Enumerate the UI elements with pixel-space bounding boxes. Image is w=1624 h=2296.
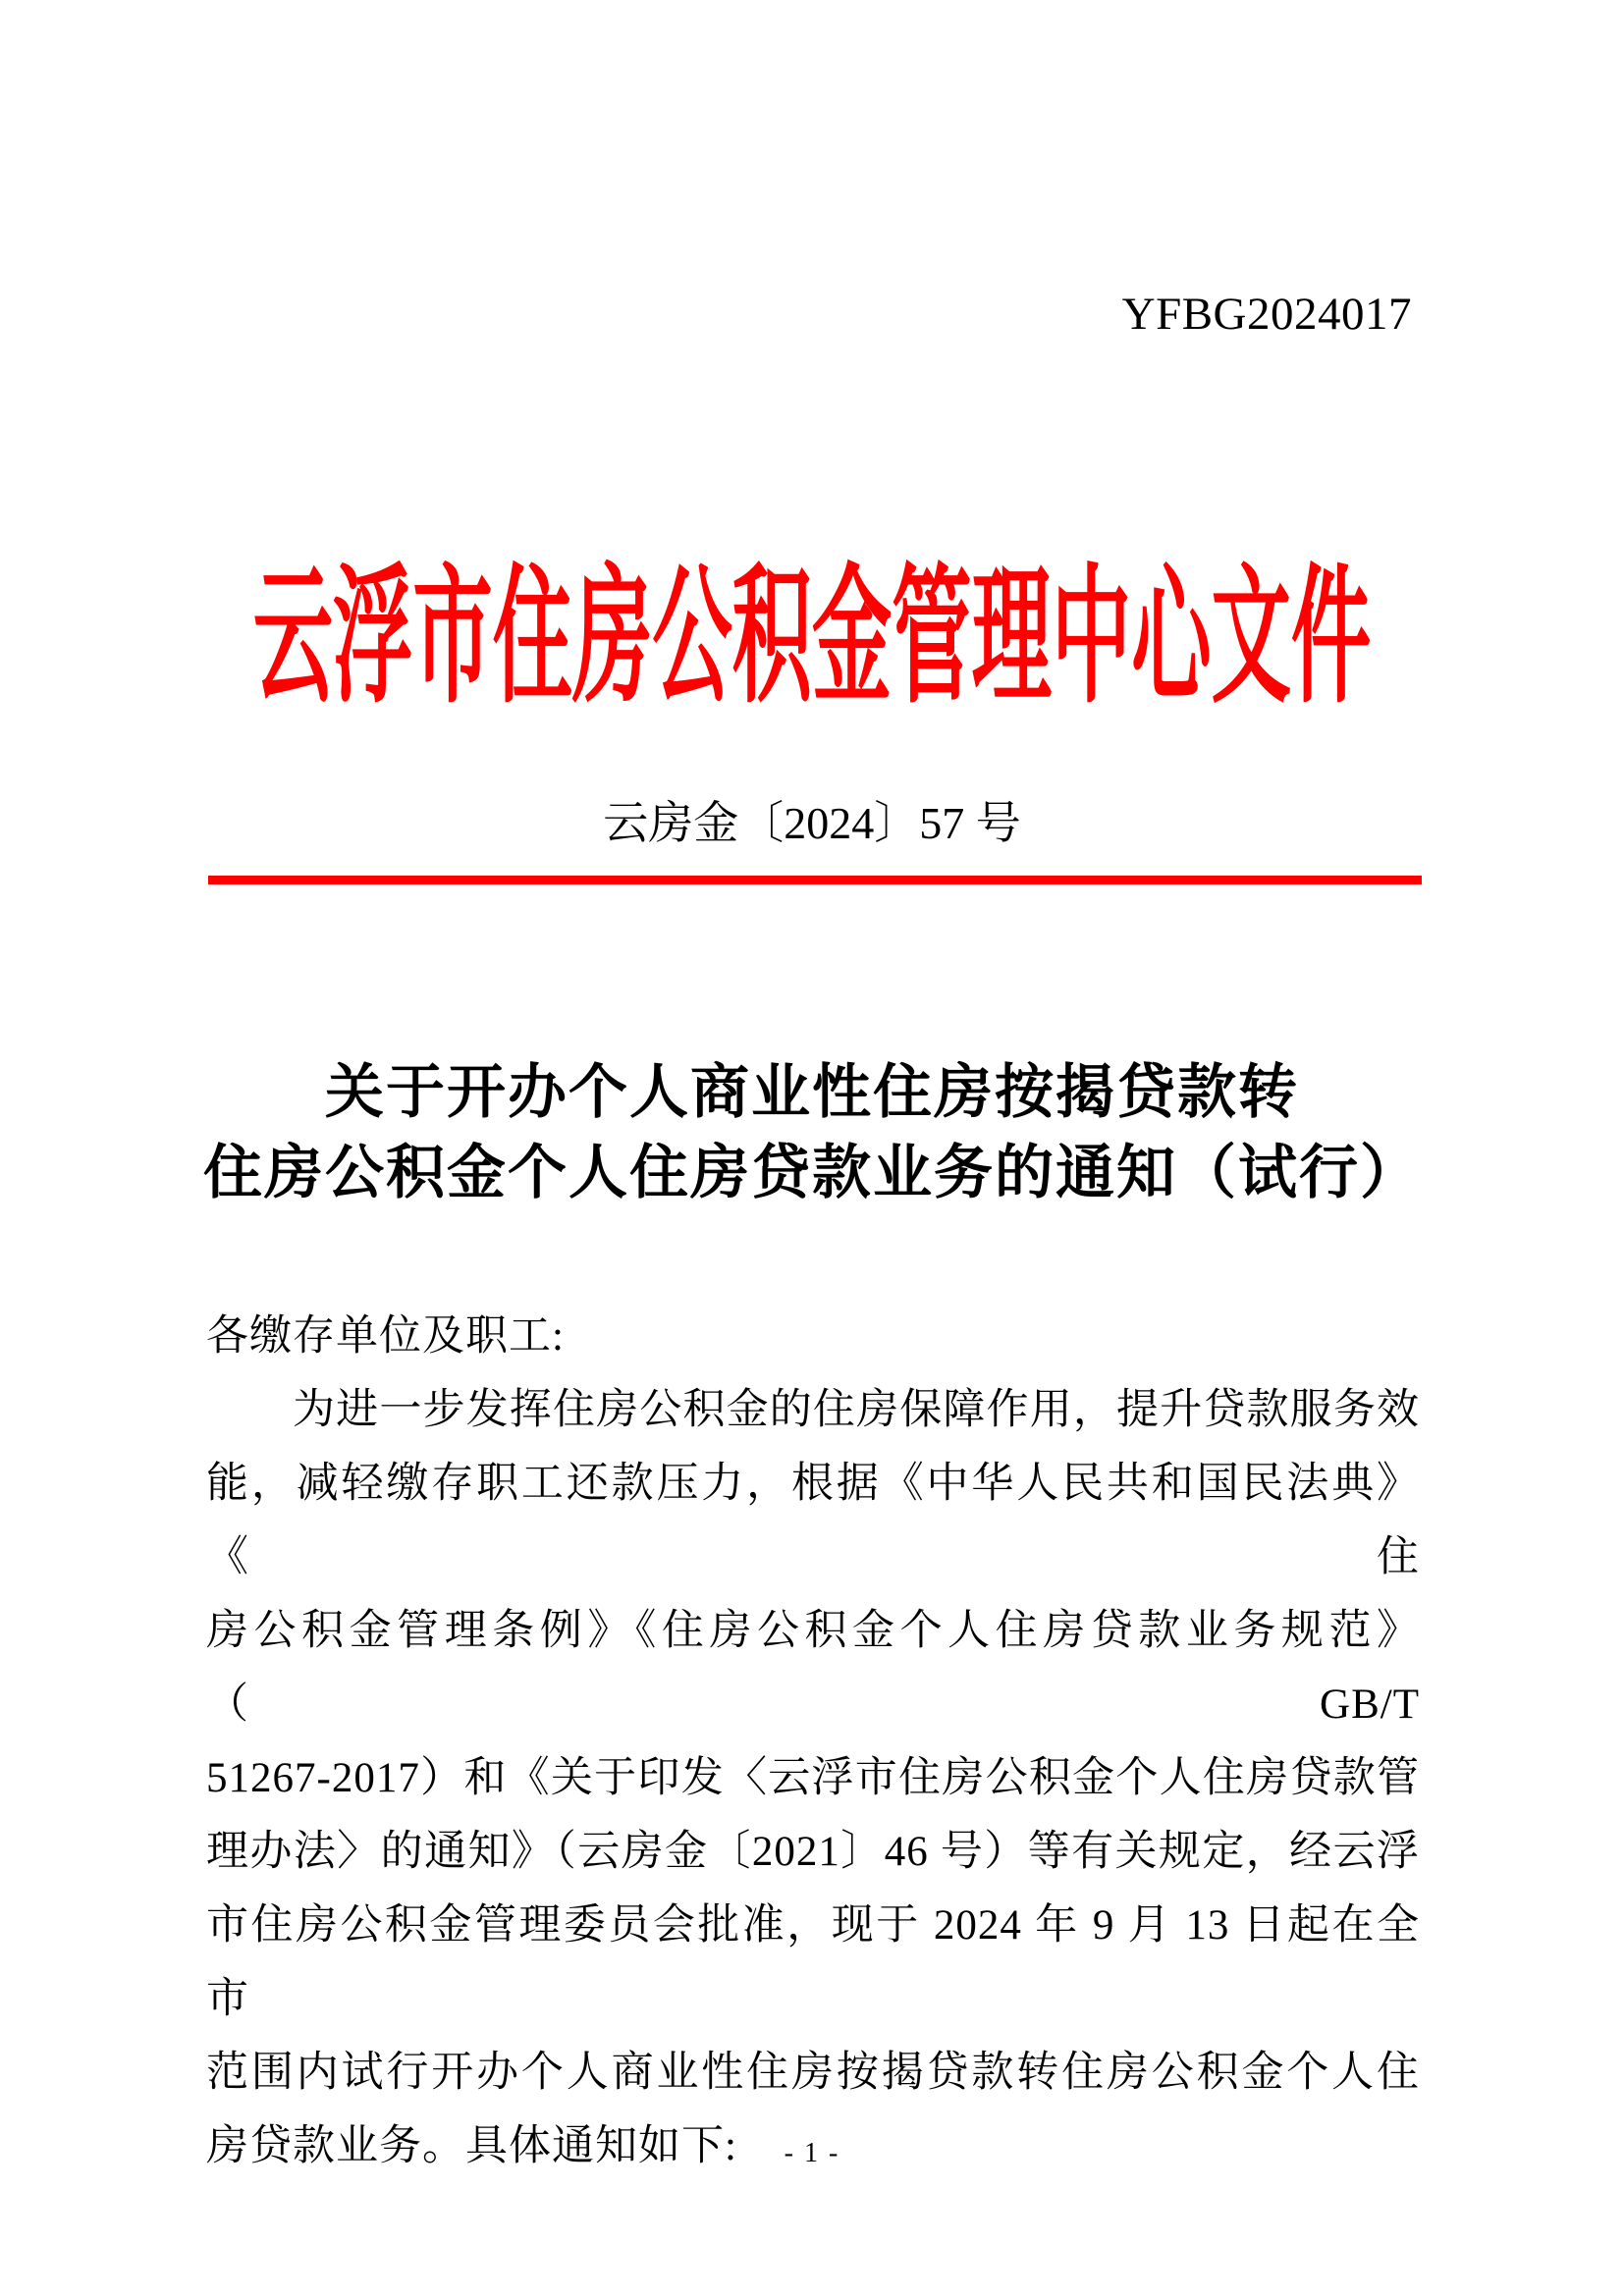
red-divider-line	[208, 876, 1422, 884]
page-number: - 1 -	[784, 2138, 840, 2168]
masthead	[0, 556, 1624, 721]
body-line: 范围内试行开办个人商业性住房按揭贷款转住房公积金个人住	[206, 2050, 1420, 2096]
salutation: 各缴存单位及职工:	[206, 1313, 565, 1360]
notice-title-line1: 关于开办个人商业性住房按揭贷款转	[325, 1060, 1299, 1125]
body-line: 理办法〉的通知》（云房金〔2021〕46 号）等有关规定，经云浮	[206, 1829, 1420, 1875]
notice-title	[0, 1052, 1624, 1213]
body-line: 房公积金管理条例》《住房公积金个人住房贷款业务规范》（GB/T	[206, 1608, 1420, 1728]
body-line: 市住房公积金管理委员会批准，现于 2024 年 9 月 13 日起在全市	[206, 1902, 1420, 2022]
masthead-title: 云浮市住房公积金管理中心文件	[252, 556, 1372, 721]
doc-reference-code: YFBG2024017	[1121, 289, 1412, 340]
doc-number: 云房金〔2024〕57 号	[603, 798, 1021, 848]
notice-title-line2: 住房公积金个人住房贷款业务的通知（试行）	[203, 1141, 1421, 1205]
body-line: 为进一步发挥住房公积金的住房保障作用，提升贷款服务效	[293, 1387, 1420, 1433]
body-last-line: 房贷款业务。具体通知如下:	[206, 2123, 737, 2169]
body-line: 51267-2017）和《关于印发〈云浮市住房公积金个人住房贷款管	[206, 1755, 1420, 1801]
notice-body	[206, 1300, 1420, 2183]
body-line: 能，减轻缴存职工还款压力，根据《中华人民共和国民法典》《住	[206, 1461, 1420, 1580]
